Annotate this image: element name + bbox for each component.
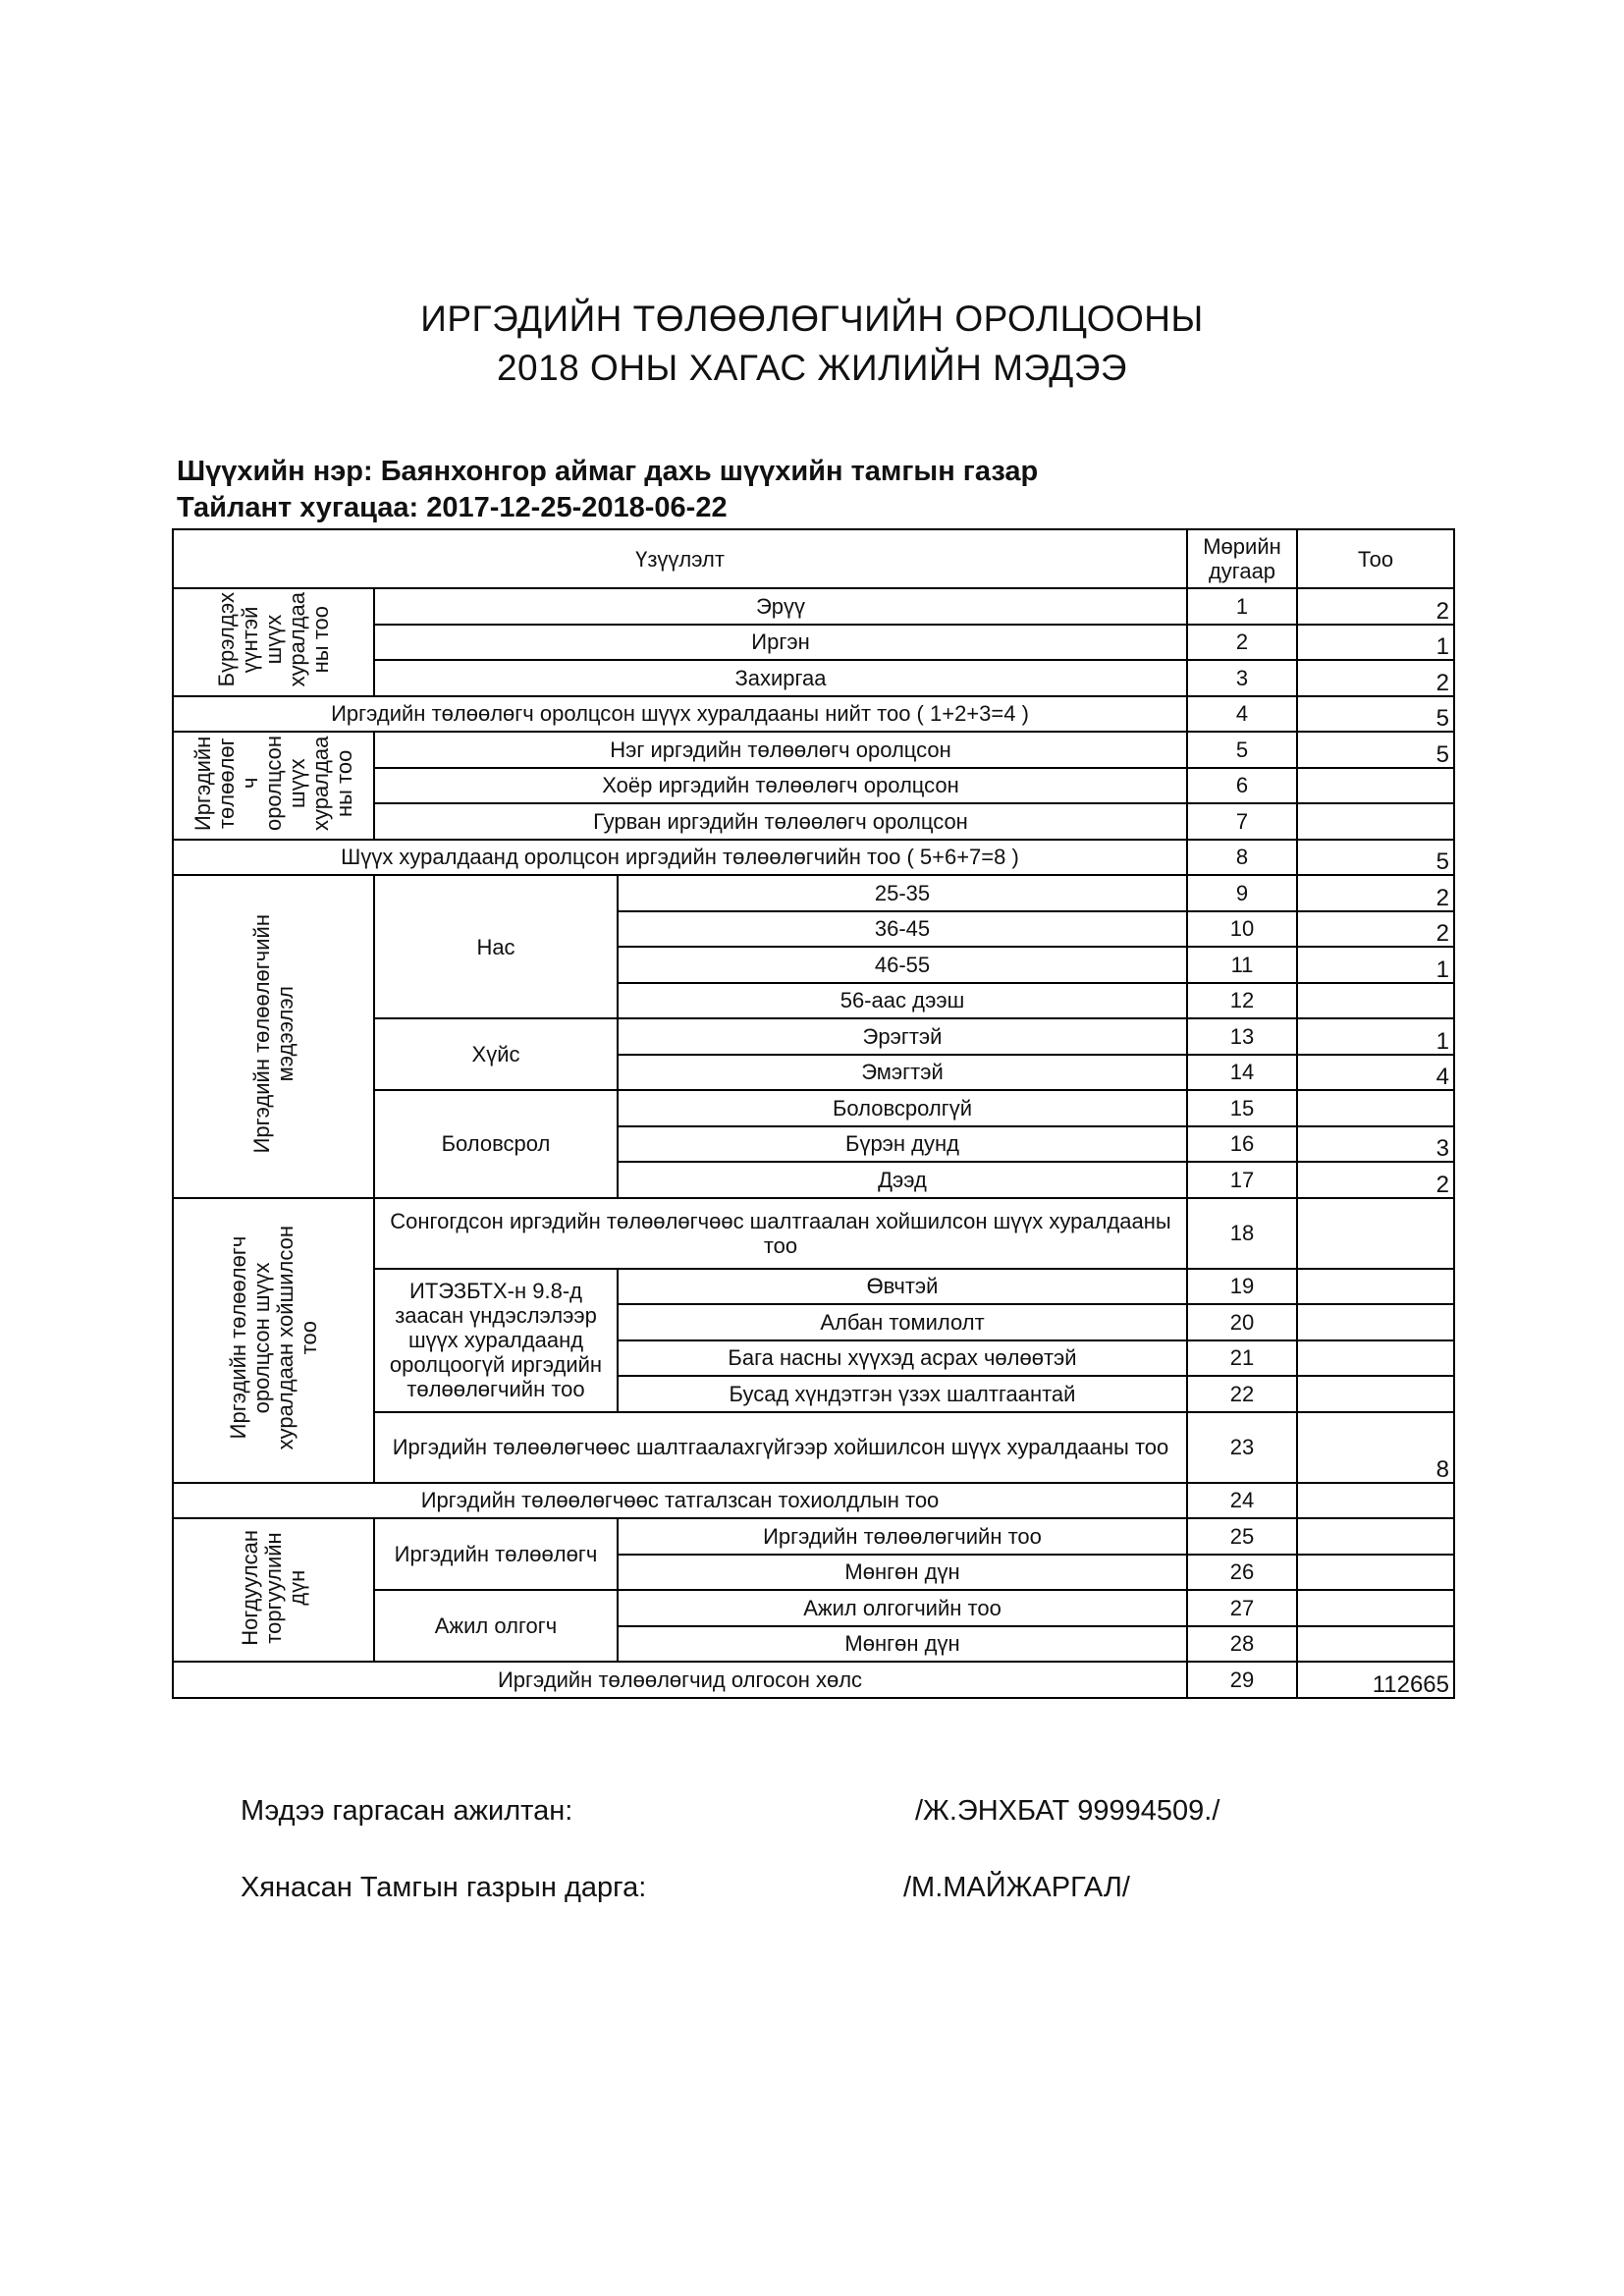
row-number: 16 bbox=[1187, 1126, 1297, 1163]
row-number: 15 bbox=[1187, 1090, 1297, 1126]
row-value bbox=[1297, 1376, 1454, 1412]
report-title-line2: 2018 ОНЫ ХАГАС ЖИЛИЙН МЭДЭЭ bbox=[496, 348, 1128, 388]
row-number: 10 bbox=[1187, 911, 1297, 948]
row-number: 18 bbox=[1187, 1198, 1297, 1269]
row-label: Эрүү bbox=[374, 588, 1187, 625]
row-value bbox=[1297, 1555, 1454, 1591]
row-value: 5 bbox=[1297, 696, 1454, 733]
prepared-by-label: Мэдээ гаргасан ажилтан: bbox=[241, 1795, 573, 1827]
row-number: 4 bbox=[1187, 696, 1297, 733]
row-number: 26 bbox=[1187, 1555, 1297, 1591]
group-composition bbox=[173, 588, 374, 696]
checked-by-label: Хянасан Тамгын газрын дарга: bbox=[241, 1872, 647, 1903]
header-indicator: Үзүүлэлт bbox=[173, 529, 1187, 588]
row-value: 1 bbox=[1297, 1018, 1454, 1055]
report-title bbox=[0, 295, 1624, 393]
row-value: 112665 bbox=[1297, 1662, 1454, 1698]
row-value: 2 bbox=[1297, 1162, 1454, 1198]
group-label: Бүрэлдэх үүнтэй шүүх хуралдаа ны тоо bbox=[213, 592, 333, 687]
row-number: 23 bbox=[1187, 1412, 1297, 1483]
group-fines bbox=[173, 1518, 374, 1662]
row-number: 11 bbox=[1187, 947, 1297, 983]
row-label: Албан томилолт bbox=[618, 1304, 1187, 1340]
row-label: Мөнгөн дүн bbox=[618, 1626, 1187, 1663]
row-value bbox=[1297, 1198, 1454, 1269]
row-label: Иргэн bbox=[374, 625, 1187, 661]
row-value: 2 bbox=[1297, 588, 1454, 625]
report-period: Тайлант хугацаа: 2017-12-25-2018-06-22 bbox=[177, 492, 728, 523]
row-label: Хоёр иргэдийн төлөөлөгч оролцсон bbox=[374, 768, 1187, 804]
row-label: Бусад хүндэтгэн үзэх шалтгаантай bbox=[618, 1376, 1187, 1412]
row-number: 27 bbox=[1187, 1590, 1297, 1626]
row-number: 14 bbox=[1187, 1055, 1297, 1091]
table-row bbox=[173, 1483, 1454, 1519]
group-label: Иргэдийн төлөөлөг ч оролцсон шүүх хуралдаа ны тоо bbox=[189, 735, 356, 831]
group-postponed bbox=[173, 1198, 374, 1483]
row-label: Иргэдийн төлөөлөгчийн тоо bbox=[618, 1518, 1187, 1555]
row-label: Эмэгтэй bbox=[618, 1055, 1187, 1091]
row-value bbox=[1297, 1518, 1454, 1555]
row-value bbox=[1297, 1304, 1454, 1340]
row-label: Шүүх хуралдаанд оролцсон иргэдийн төлөөлөгчийн тоо ( 5+6+7=8 ) bbox=[173, 840, 1187, 876]
row-number: 20 bbox=[1187, 1304, 1297, 1340]
table-row bbox=[173, 1518, 1454, 1555]
group-label: Иргэдийн төлөөлөгчийн мэдээлэл bbox=[248, 914, 298, 1154]
court-name: Шүүхийн нэр: Баянхонгор аймаг дахь шүүхийн тамгын газар bbox=[177, 456, 1039, 487]
subgroup-representative: Иргэдийн төлөөлөгч bbox=[374, 1518, 618, 1590]
report-title-line1: ИРГЭДИЙН ТӨЛӨӨЛӨГЧИЙН ОРОЛЦООНЫ bbox=[420, 299, 1204, 339]
row-number: 28 bbox=[1187, 1626, 1297, 1663]
row-value bbox=[1297, 1340, 1454, 1377]
subgroup-age: Нас bbox=[374, 875, 618, 1018]
row-number: 2 bbox=[1187, 625, 1297, 661]
row-label: Захиргаа bbox=[374, 660, 1187, 696]
table-row bbox=[173, 875, 1454, 911]
row-label: Иргэдийн төлөөлөгчөөс татгалзсан тохиолдлын тоо bbox=[173, 1483, 1187, 1519]
row-number: 22 bbox=[1187, 1376, 1297, 1412]
row-number: 29 bbox=[1187, 1662, 1297, 1698]
subgroup-article-9-8: ИТЭЗБТХ-н 9.8-д заасан үндэслэлээр шүүх хуралдаанд оролцоогүй иргэдийн төлөөлөгчийн тоо bbox=[374, 1269, 618, 1412]
row-value bbox=[1297, 1590, 1454, 1626]
table-header-row bbox=[173, 529, 1454, 588]
row-number: 25 bbox=[1187, 1518, 1297, 1555]
row-value bbox=[1297, 983, 1454, 1019]
row-value: 2 bbox=[1297, 660, 1454, 696]
row-value bbox=[1297, 1269, 1454, 1305]
row-label: Иргэдийн төлөөлөгчөөс шалтгаалахгүйгээр хойшилсон шүүх хуралдааны тоо bbox=[374, 1412, 1187, 1483]
table-row bbox=[173, 1662, 1454, 1698]
row-value: 1 bbox=[1297, 947, 1454, 983]
row-label: Иргэдийн төлөөлөгчид олгосон хөлс bbox=[173, 1662, 1187, 1698]
row-number: 13 bbox=[1187, 1018, 1297, 1055]
row-value: 2 bbox=[1297, 875, 1454, 911]
table-row bbox=[173, 588, 1454, 625]
row-label: 36-45 bbox=[618, 911, 1187, 948]
row-label: 25-35 bbox=[618, 875, 1187, 911]
row-number: 3 bbox=[1187, 660, 1297, 696]
row-value bbox=[1297, 803, 1454, 840]
row-label: 46-55 bbox=[618, 947, 1187, 983]
subgroup-gender: Хүйс bbox=[374, 1018, 618, 1090]
row-number: 1 bbox=[1187, 588, 1297, 625]
row-label: Мөнгөн дүн bbox=[618, 1555, 1187, 1591]
row-value bbox=[1297, 1090, 1454, 1126]
row-number: 21 bbox=[1187, 1340, 1297, 1377]
row-value: 8 bbox=[1297, 1412, 1454, 1483]
subgroup-education: Боловсрол bbox=[374, 1090, 618, 1198]
subgroup-employer: Ажил олгогч bbox=[374, 1590, 618, 1662]
row-label: Сонгогдсон иргэдийн төлөөлөгчөөс шалтгаалан хойшилсон шүүх хуралдааны тоо bbox=[374, 1198, 1187, 1269]
group-participation bbox=[173, 732, 374, 840]
table-row bbox=[173, 1198, 1454, 1269]
table-row bbox=[173, 840, 1454, 876]
checked-by-name: /М.МАЙЖАРГАЛ/ bbox=[903, 1872, 1130, 1903]
row-label: Боловсролгүй bbox=[618, 1090, 1187, 1126]
row-label: Гурван иргэдийн төлөөлөгч оролцсон bbox=[374, 803, 1187, 840]
row-label: 56-аас дээш bbox=[618, 983, 1187, 1019]
header-row-no: Мөрийн дугаар bbox=[1187, 529, 1297, 588]
prepared-by-name: /Ж.ЭНХБАТ 99994509./ bbox=[915, 1795, 1220, 1827]
header-count: Тоо bbox=[1297, 529, 1454, 588]
row-number: 24 bbox=[1187, 1483, 1297, 1519]
row-number: 9 bbox=[1187, 875, 1297, 911]
row-number: 17 bbox=[1187, 1162, 1297, 1198]
row-number: 7 bbox=[1187, 803, 1297, 840]
row-value: 1 bbox=[1297, 625, 1454, 661]
row-label: Эрэгтэй bbox=[618, 1018, 1187, 1055]
row-label: Дээд bbox=[618, 1162, 1187, 1198]
row-value bbox=[1297, 768, 1454, 804]
row-label: Бүрэн дунд bbox=[618, 1126, 1187, 1163]
row-number: 5 bbox=[1187, 732, 1297, 768]
row-value: 4 bbox=[1297, 1055, 1454, 1091]
row-value bbox=[1297, 1483, 1454, 1519]
row-label: Нэг иргэдийн төлөөлөгч оролцсон bbox=[374, 732, 1187, 768]
row-label: Иргэдийн төлөөлөгч оролцсон шүүх хуралдааны нийт тоо ( 1+2+3=4 ) bbox=[173, 696, 1187, 733]
row-label: Бага насны хүүхэд асрах чөлөөтэй bbox=[618, 1340, 1187, 1377]
row-label: Өвчтэй bbox=[618, 1269, 1187, 1305]
row-value: 5 bbox=[1297, 732, 1454, 768]
row-value bbox=[1297, 1626, 1454, 1663]
row-number: 8 bbox=[1187, 840, 1297, 876]
row-value: 2 bbox=[1297, 911, 1454, 948]
table-row bbox=[173, 732, 1454, 768]
row-number: 12 bbox=[1187, 983, 1297, 1019]
group-representative-info bbox=[173, 875, 374, 1198]
group-label: Иргэдийн төлөөлөгч оролцсон шүүх хуралдаан хойшилсон тоо bbox=[225, 1225, 321, 1450]
row-value: 5 bbox=[1297, 840, 1454, 876]
row-value: 3 bbox=[1297, 1126, 1454, 1163]
row-label: Ажил олгогчийн тоо bbox=[618, 1590, 1187, 1626]
table-row bbox=[173, 696, 1454, 733]
report-table bbox=[172, 528, 1455, 1699]
row-number: 19 bbox=[1187, 1269, 1297, 1305]
row-number: 6 bbox=[1187, 768, 1297, 804]
group-label: Ногдуулсан торгуулийн дүн bbox=[237, 1529, 309, 1646]
